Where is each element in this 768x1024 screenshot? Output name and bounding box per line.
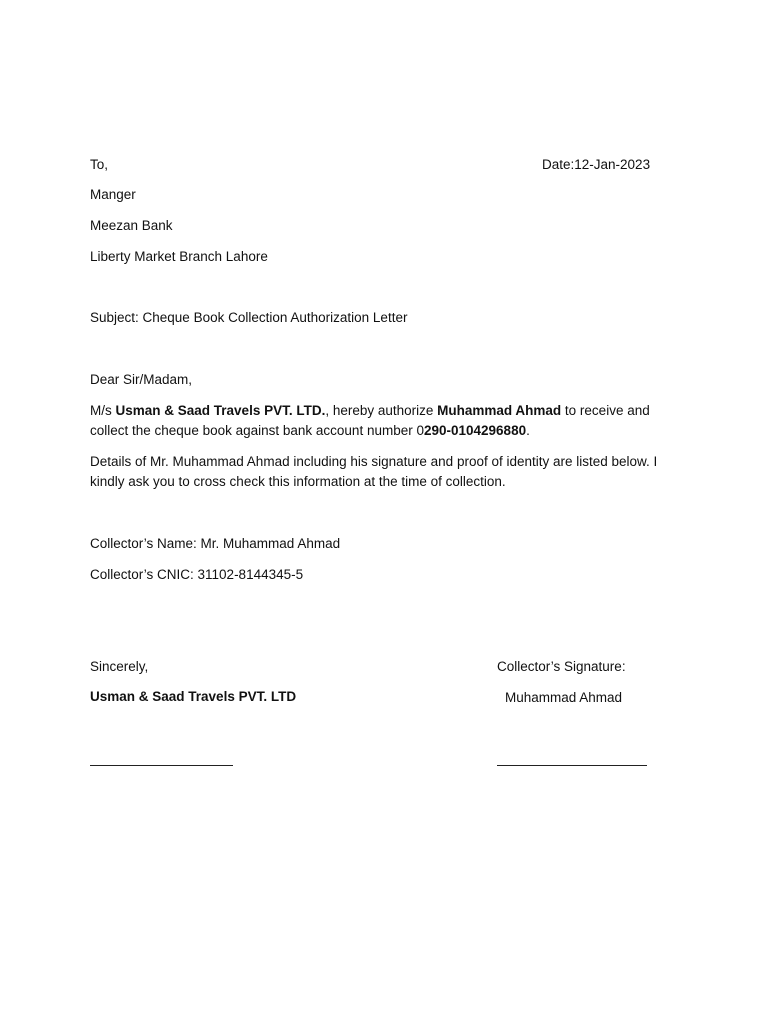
- authorization-paragraph: [90, 401, 690, 441]
- body1-prefix: M/s: [90, 403, 116, 418]
- body1-mid2: to receive and collect the cheque book against bank account number 0: [90, 403, 650, 438]
- branch-name: Liberty Market Branch Lahore: [90, 249, 268, 264]
- details-paragraph: Details of Mr. Muhammad Ahmad including his signature and proof of identity are listed below. I kindly ask you to cross check this information at the time of collection.: [90, 454, 658, 489]
- account-number-bold: 290-0104296880: [423, 423, 527, 438]
- sender-company: Usman & Saad Travels PVT. LTD: [90, 689, 297, 704]
- authorized-person-bold: Muhammad Ahmad: [437, 403, 562, 418]
- addressee-to: To,: [90, 157, 109, 172]
- sender-signature-line: [90, 765, 233, 766]
- letter-date: Date:12-Jan-2023: [542, 157, 651, 172]
- collector-signature-name: Muhammad Ahmad: [505, 690, 623, 705]
- subject-line: Subject: Cheque Book Collection Authorization Letter: [90, 310, 408, 325]
- body1-mid1: , hereby authorize: [325, 403, 438, 418]
- body1-suffix: .: [526, 423, 530, 438]
- collector-cnic: Collector’s CNIC: 31102-8144345-5: [90, 567, 304, 582]
- collector-signature-label: Collector’s Signature:: [497, 659, 626, 674]
- company-name-bold: Usman & Saad Travels PVT. LTD.: [115, 403, 326, 418]
- salutation: Dear Sir/Madam,: [90, 372, 193, 387]
- bank-name: Meezan Bank: [90, 218, 173, 233]
- recipient-title: Manger: [90, 187, 136, 202]
- collector-name: Collector’s Name: Mr. Muhammad Ahmad: [90, 536, 341, 551]
- closing: Sincerely,: [90, 659, 149, 674]
- collector-signature-line: [497, 765, 647, 766]
